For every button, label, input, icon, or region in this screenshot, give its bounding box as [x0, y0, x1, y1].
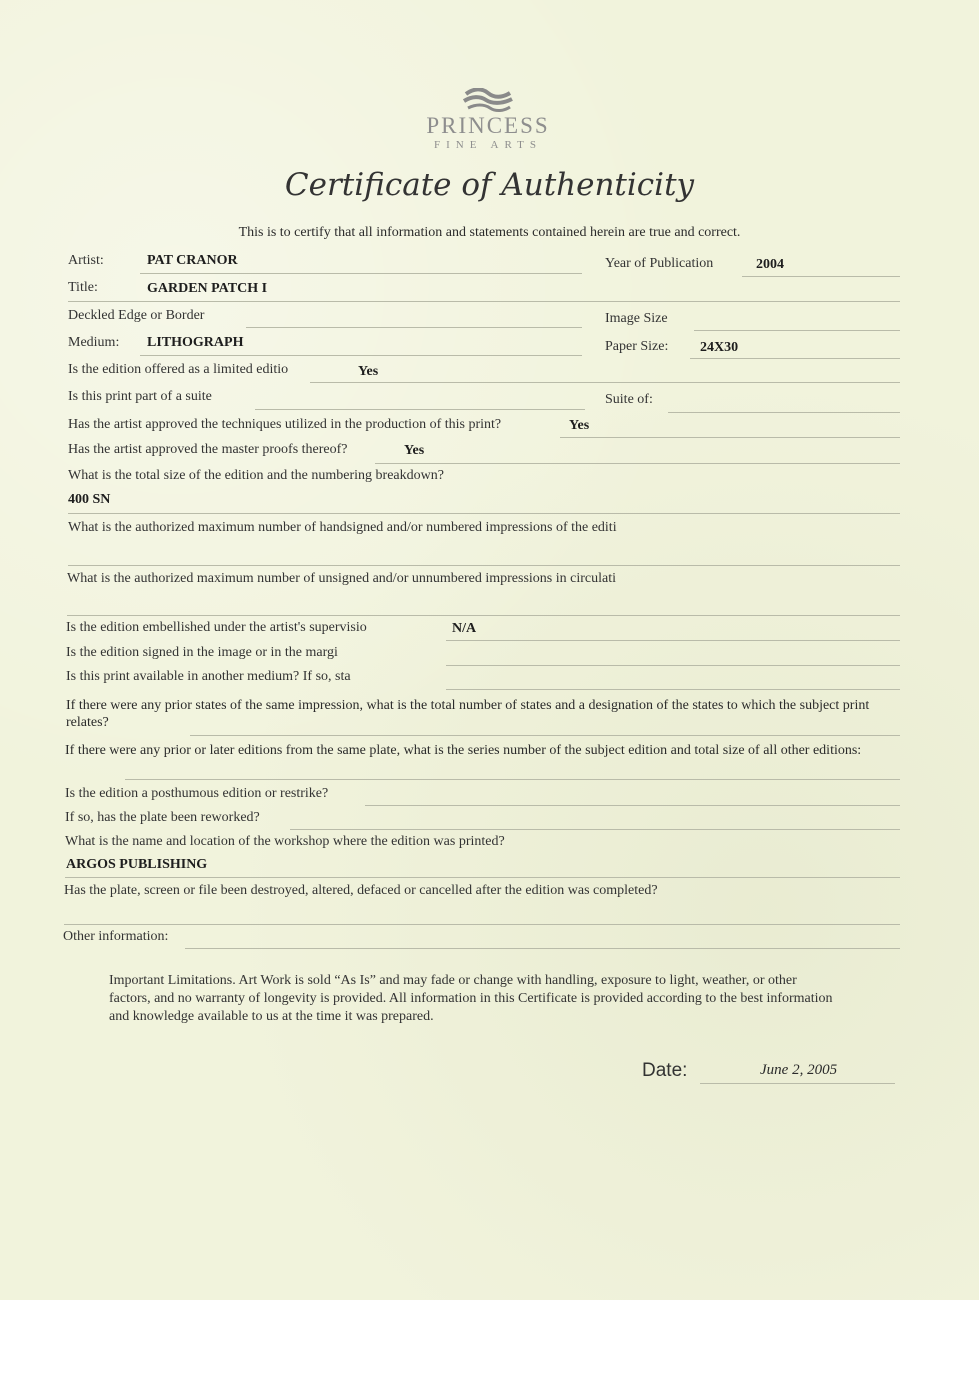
date-value: June 2, 2005	[760, 1062, 838, 1078]
other-medium-label: Is this print available in another medium? If so, sta	[66, 669, 351, 684]
year-label: Year of Publication	[605, 256, 714, 271]
proofs-value: Yes	[404, 443, 425, 458]
certificate-title: Certificate of Authenticity	[284, 167, 695, 203]
deckled-label: Deckled Edge or Border	[68, 308, 205, 323]
signed-margin-label: Is the edition signed in the image or in the margi	[66, 645, 338, 660]
wave-logo-icon	[458, 88, 518, 114]
artist-value: PAT CRANOR	[147, 253, 238, 268]
intro-statement: This is to certify that all information and statements contained herein are true and correct.	[238, 225, 741, 240]
year-line	[742, 276, 900, 277]
artist-label: Artist:	[68, 253, 104, 268]
image-size-label: Image Size	[605, 311, 668, 326]
important-limitations: Important Limitations. Art Work is sold “As Is” and may fade or change with handling, exposure to light, weather, or other factors, and no warranty of longevity is provided. All information in this Certificate is provided according to the best information and knowledge available to us at the time it was prepared.	[109, 973, 833, 1024]
reworked-line	[290, 829, 900, 830]
signed-margin-line	[446, 665, 900, 666]
proofs-label: Has the artist approved the master proofs thereof?	[68, 442, 348, 457]
limited-edition-line	[310, 382, 900, 383]
title-line	[68, 301, 900, 302]
prior-editions-line	[125, 779, 900, 780]
workshop-label: What is the name and location of the workshop where the edition was printed?	[65, 834, 505, 849]
medium-line	[140, 355, 582, 356]
artist-line	[140, 273, 582, 274]
title-label: Title:	[68, 280, 98, 295]
edition-size-value: 400 SN	[68, 492, 111, 507]
destroyed-line	[64, 924, 900, 925]
techniques-label: Has the artist approved the techniques utilized in the production of this print?	[68, 417, 502, 432]
other-info-line	[185, 948, 900, 949]
brand-name: PRINCESS	[426, 113, 550, 138]
suite-question-label: Is this print part of a suite	[68, 389, 212, 404]
limited-edition-value: Yes	[358, 364, 379, 379]
workshop-line	[65, 877, 900, 878]
embellished-line	[446, 640, 900, 641]
posthumous-line	[365, 805, 900, 806]
other-medium-line	[446, 689, 900, 690]
paper-size-line	[690, 358, 900, 359]
brand-subtitle: FINE ARTS	[433, 139, 543, 151]
destroyed-label: Has the plate, screen or file been destroyed, altered, defaced or cancelled after the edition was completed?	[64, 883, 658, 898]
reworked-label: If so, has the plate been reworked?	[65, 810, 260, 825]
limited-edition-label: Is the edition offered as a limited editio	[68, 362, 289, 377]
prior-states-line	[190, 735, 900, 736]
paper-size-label: Paper Size:	[605, 339, 669, 354]
max-signed-label: What is the authorized maximum number of handsigned and/or numbered impressions of the editi	[68, 520, 617, 535]
workshop-value: ARGOS PUBLISHING	[66, 857, 208, 872]
suite-of-label: Suite of:	[605, 392, 653, 407]
techniques-line	[560, 437, 900, 438]
deckled-line	[246, 327, 582, 328]
techniques-value: Yes	[569, 418, 590, 433]
posthumous-label: Is the edition a posthumous edition or restrike?	[65, 786, 329, 801]
embellished-value: N/A	[452, 621, 477, 636]
max-unsigned-line	[67, 615, 900, 616]
paper-size-value: 24X30	[700, 340, 739, 355]
embellished-label: Is the edition embellished under the artist's supervisio	[66, 620, 367, 635]
princess-fine-arts-logo	[408, 88, 568, 152]
medium-value: LITHOGRAPH	[147, 335, 244, 350]
date-line	[700, 1083, 895, 1084]
prior-editions-label: If there were any prior or later editions from the same plate, what is the series number of the subject edition and total size of all other editions:	[65, 743, 862, 758]
title-value: GARDEN PATCH I	[147, 281, 268, 296]
prior-states-label: If there were any prior states of the same impression, what is the total number of states and a designation of the states to which the subject print relates?	[66, 698, 870, 730]
other-info-label: Other information:	[63, 929, 169, 944]
edition-size-label: What is the total size of the edition and the numbering breakdown?	[68, 468, 444, 483]
edition-size-line	[68, 513, 900, 514]
medium-label: Medium:	[68, 335, 120, 350]
max-unsigned-label: What is the authorized maximum number of unsigned and/or unnumbered impressions in circulati	[67, 571, 616, 586]
max-signed-line	[68, 565, 900, 566]
suite-of-line	[668, 412, 900, 413]
suite-question-line	[255, 409, 585, 410]
year-value: 2004	[756, 257, 784, 272]
image-size-line	[694, 330, 900, 331]
proofs-line	[375, 463, 900, 464]
date-label: Date:	[642, 1060, 688, 1081]
